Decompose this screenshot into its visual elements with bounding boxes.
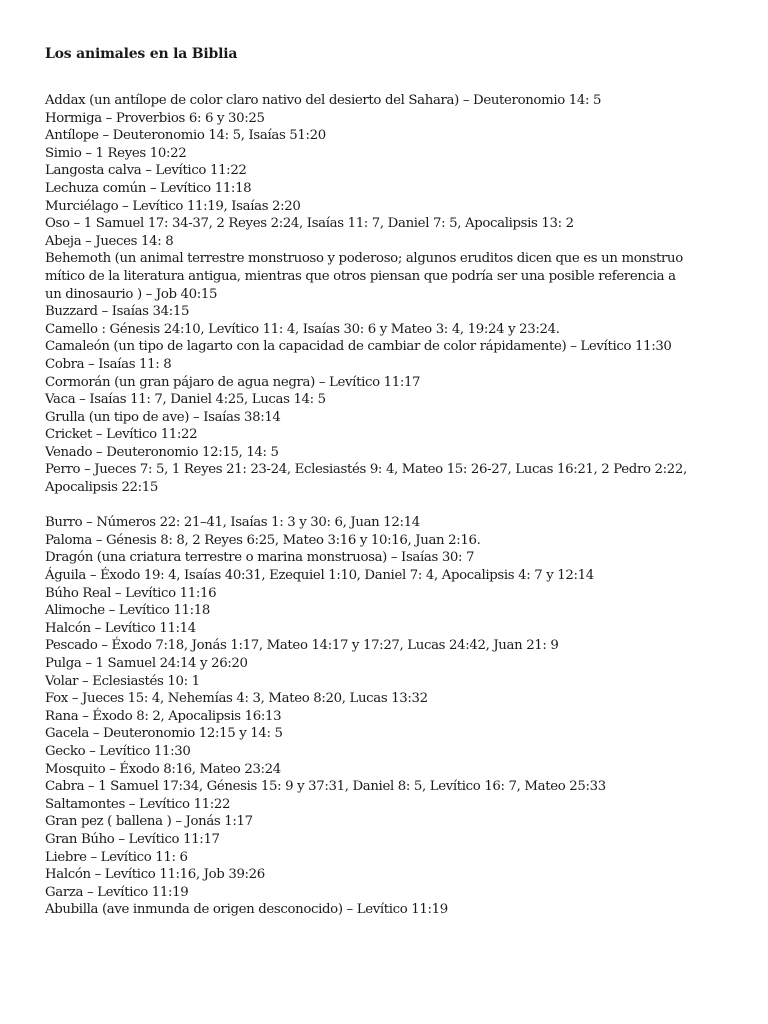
- page-title: Los animales en la Biblia: [45, 46, 238, 62]
- list-line: Behemoth (un animal terrestre monstruoso y poderoso; algunos eruditos dicen que es un monstruo: [45, 251, 683, 267]
- list-line: Vaca – Isaías 11: 7, Daniel 4:25, Lucas 14: 5: [45, 392, 326, 408]
- list-line: Simio – 1 Reyes 10:22: [45, 145, 187, 161]
- list-line: Hormiga – Proverbios 6: 6 y 30:25: [45, 110, 265, 126]
- list-line: Saltamontes – Levítico 11:22: [45, 796, 231, 812]
- list-line: Gecko – Levítico 11:30: [45, 743, 191, 759]
- list-line: Alimoche – Levítico 11:18: [45, 603, 211, 619]
- document-page: [45, 44, 745, 919]
- list-line: Lechuza común – Levítico 11:18: [45, 180, 252, 196]
- list-line: Camello : Génesis 24:10, Levítico 11: 4, Isaías 30: 6 y Mateo 3: 4, 19:24 y 23:24.: [45, 321, 560, 337]
- list-line: Apocalipsis 22:15: [45, 480, 159, 496]
- list-line: Abubilla (ave inmunda de origen desconocido) – Levítico 11:19: [45, 902, 448, 918]
- list-line: Cabra – 1 Samuel 17:34, Génesis 15: 9 y 37:31, Daniel 8: 5, Levítico 16: 7, Mateo 25:33: [45, 779, 606, 795]
- list-line: Rana – Éxodo 8: 2, Apocalipsis 16:13: [45, 708, 282, 724]
- list-line: Murciélago – Levítico 11:19, Isaías 2:20: [45, 198, 301, 214]
- list-line: Garza – Levítico 11:19: [45, 884, 189, 900]
- list-line: Buzzard – Isaías 34:15: [45, 304, 190, 320]
- list-line: Gran Búho – Levítico 11:17: [45, 831, 220, 847]
- list-line: Perro – Jueces 7: 5, 1 Reyes 21: 23-24, Eclesiastés 9: 4, Mateo 15: 26-27, Lucas 16:21, 2 Pedro 2:22,: [45, 462, 687, 478]
- animal-list-section-2: [45, 514, 745, 919]
- list-line: Cobra – Isaías 11: 8: [45, 356, 172, 372]
- list-line: Antílope – Deuteronomio 14: 5, Isaías 51:20: [45, 128, 326, 144]
- list-line: Mosquito – Éxodo 8:16, Mateo 23:24: [45, 761, 281, 777]
- list-line: Venado – Deuteronomio 12:15, 14: 5: [45, 444, 279, 460]
- list-line: Cormorán (un gran pájaro de agua negra) – Levítico 11:17: [45, 374, 421, 390]
- list-line: Addax (un antílope de color claro nativo del desierto del Sahara) – Deuteronomio 14: 5: [45, 93, 602, 108]
- list-line: Gacela – Deuteronomio 12:15 y 14: 5: [45, 726, 283, 742]
- list-line: Pulga – 1 Samuel 24:14 y 26:20: [45, 656, 248, 671]
- list-line: Cricket – Levítico 11:22: [45, 427, 198, 443]
- list-line: Burro – Números 22: 21–41, Isaías 1: 3 y 30: 6, Juan 12:14: [45, 515, 420, 531]
- list-line: Liebre – Levítico 11: 6: [45, 849, 188, 865]
- animal-list-section-1: [45, 92, 745, 497]
- list-line: Oso – 1 Samuel 17: 34-37, 2 Reyes 2:24, Isaías 11: 7, Daniel 7: 5, Apocalipsis 13: 2: [45, 216, 574, 232]
- list-line: mítico de la literatura antigua, mientras que otros piensan que podría ser una posible referencia a: [45, 268, 676, 284]
- list-line: un dinosaurio ) – Job 40:15: [45, 286, 218, 302]
- list-line: Halcón – Levítico 11:14: [45, 620, 196, 636]
- list-line: Fox – Jueces 15: 4, Nehemías 4: 3, Mateo 8:20, Lucas 13:32: [45, 691, 428, 707]
- list-line: Camaleón (un tipo de lagarto con la capacidad de cambiar de color rápidamente) – Levítico 11:30: [45, 339, 672, 355]
- list-line: Búho Real – Levítico 11:16: [45, 585, 217, 601]
- section-spacer: [45, 497, 745, 515]
- list-line: Volar – Eclesiastés 10: 1: [45, 673, 200, 689]
- list-line: Dragón (una criatura terrestre o marina monstruosa) – Isaías 30: 7: [45, 550, 475, 566]
- list-line: Langosta calva – Levítico 11:22: [45, 163, 247, 179]
- list-line: Paloma – Génesis 8: 8, 2 Reyes 6:25, Mateo 3:16 y 10:16, Juan 2:16.: [45, 532, 481, 548]
- list-line: Águila – Éxodo 19: 4, Isaías 40:31, Ezequiel 1:10, Daniel 7: 4, Apocalipsis 4: 7 y 12:14: [45, 568, 594, 584]
- list-line: Grulla (un tipo de ave) – Isaías 38:14: [45, 409, 281, 425]
- list-line: Pescado – Éxodo 7:18, Jonás 1:17, Mateo 14:17 y 17:27, Lucas 24:42, Juan 21: 9: [45, 638, 559, 654]
- list-line: Gran pez ( ballena ) – Jonás 1:17: [45, 814, 253, 830]
- list-line: Halcón – Levítico 11:16, Job 39:26: [45, 867, 265, 883]
- list-line: Abeja – Jueces 14: 8: [45, 233, 174, 249]
